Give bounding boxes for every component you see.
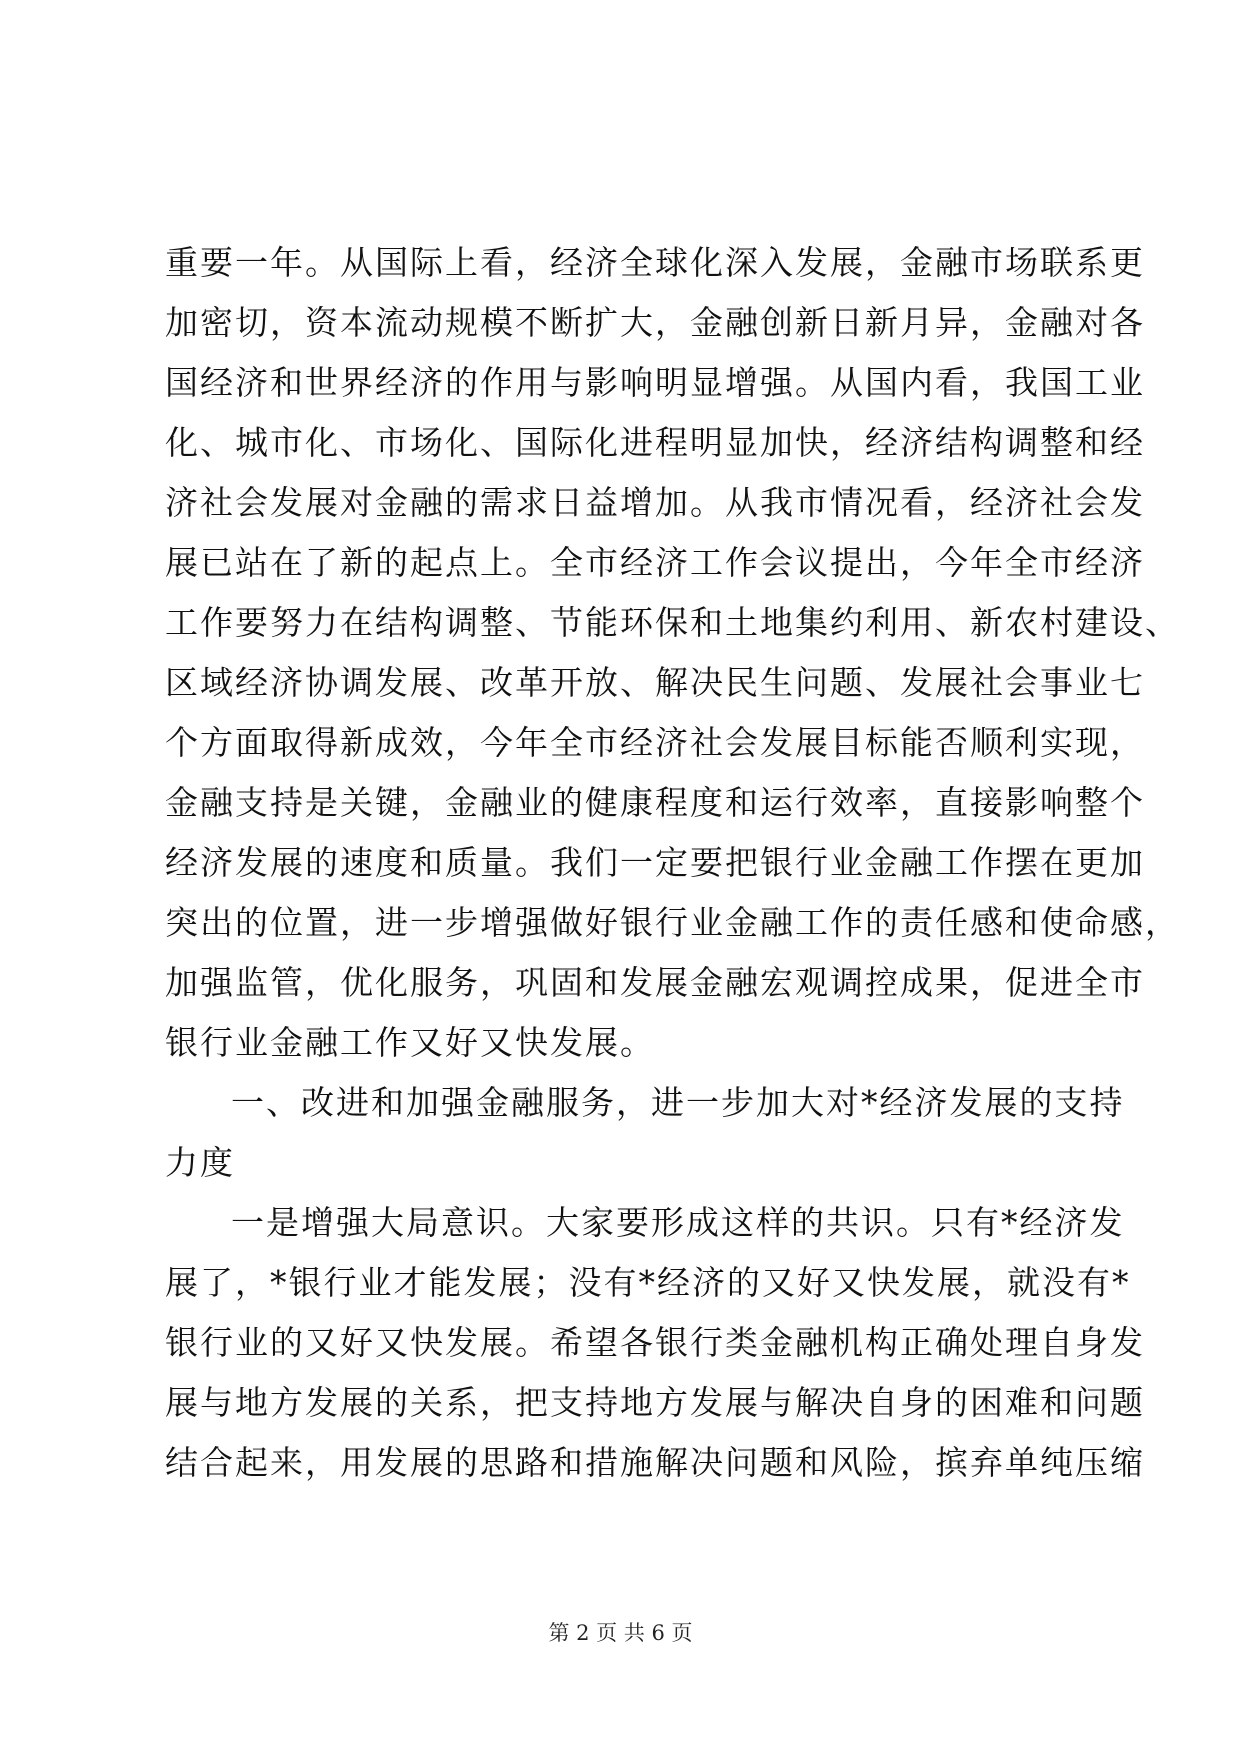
paragraph-line: 展已站在了新的起点上。全市经济工作会议提出，今年全市经济 [165,543,1145,582]
paragraph-line: 国经济和世界经济的作用与影响明显增强。从国内看，我国工业 [165,363,1145,402]
page-number-footer: 第 2 页 共 6 页 [548,1621,693,1645]
paragraph-line: 突出的位置，进一步增强做好银行业金融工作的责任感和使命感， [165,903,1180,942]
paragraph-line: 重要一年。从国际上看，经济全球化深入发展，金融市场联系更 [165,243,1145,282]
paragraph-line: 展了，*银行业才能发展；没有*经济的又好又快发展，就没有* [165,1263,1131,1302]
paragraph-line: 个方面取得新成效，今年全市经济社会发展目标能否顺利实现， [165,723,1145,762]
paragraph-line: 一是增强大局意识。大家要形成这样的共识。只有*经济发 [231,1203,1125,1242]
paragraph-line: 银行业金融工作又好又快发展。 [165,1023,655,1062]
paragraph-line: 加密切，资本流动规模不断扩大，金融创新日新月异，金融对各 [165,303,1145,342]
section-heading-line: 一、改进和加强金融服务，进一步加大对*经济发展的支持 [231,1083,1125,1122]
paragraph-line: 区域经济协调发展、改革开放、解决民生问题、发展社会事业七 [165,663,1145,702]
paragraph-line: 工作要努力在结构调整、节能环保和土地集约利用、新农村建设、 [165,603,1180,642]
paragraph-line: 银行业的又好又快发展。希望各银行类金融机构正确处理自身发 [165,1323,1145,1362]
paragraph-line: 结合起来，用发展的思路和措施解决问题和风险，摈弃单纯压缩 [165,1443,1145,1482]
paragraph-line: 展与地方发展的关系，把支持地方发展与解决自身的困难和问题 [165,1383,1145,1422]
section-heading-line: 力度 [165,1143,235,1182]
paragraph-line: 济社会发展对金融的需求日益增加。从我市情况看，经济社会发 [165,483,1145,522]
paragraph-line: 经济发展的速度和质量。我们一定要把银行业金融工作摆在更加 [165,843,1145,882]
paragraph-line: 加强监管，优化服务，巩固和发展金融宏观调控成果，促进全市 [165,963,1145,1002]
document-body [165,233,1180,1493]
paragraph-line: 金融支持是关键，金融业的健康程度和运行效率，直接影响整个 [165,783,1145,822]
paragraph-line: 化、城市化、市场化、国际化进程明显加快，经济结构调整和经 [165,423,1145,462]
